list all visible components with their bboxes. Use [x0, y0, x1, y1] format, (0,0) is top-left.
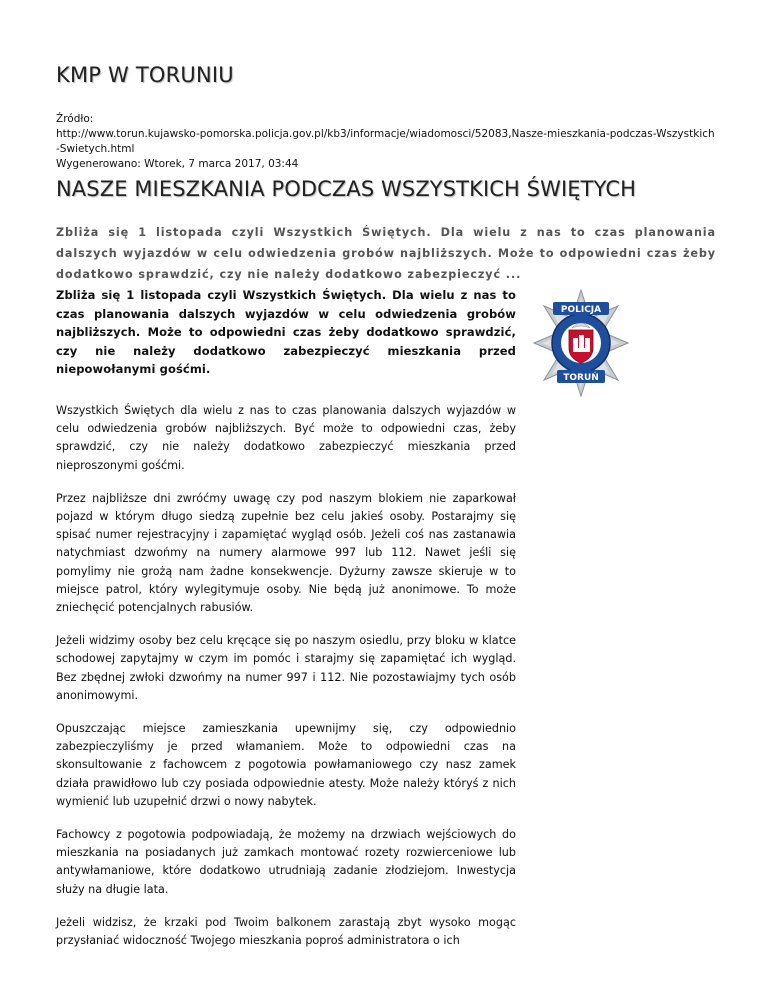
- source-url[interactable]: http://www.torun.kujawsko-pomorska.policja.gov.pl/kb3/informacje/wiadomosci/52083,Nasze-mieszkania-podczas-Wszystkich-Swietych.html: [56, 128, 715, 155]
- article-paragraph: Jeżeli widzimy osoby bez celu kręcące się po naszym osiedlu, przy bloku w klatce schodowej zapytajmy w czym im pomóc i starajmy się zapamiętać ich wygląd. Bez zbędnej zwłoki dzwońmy na numer 997 i 112. Nie pozostawiajmy tych osób anonimowymi.: [56, 634, 516, 702]
- article-paragraph: Przez najbliższe dni zwróćmy uwagę czy pod naszym blokiem nie zaparkował pojazd w którym długo siedzą zupełnie bez celu jakieś osoby. Postarajmy się spisać numer rejestracyjny i zapamiętać wygląd osób. Jeżeli coś nas zastanawia natychmiast dzwońmy na numery alarmowe 997 lub 112. Nawet jeśli się pomylimy nie grożą nam żadne konsekwencje. Dyżurny zawsze skieruje w to miejsce patrol, który wylegitymuje osoby. Nie będą już anonimowe. To może zniechęcić potencjalnych rabusiów.: [56, 491, 516, 615]
- article-intro: Zbliża się 1 listopada czyli Wszystkich Świętych. Dla wielu z nas to czas planowania dalszych wyjazdów w celu odwiedzenia grobów najbliższych. Może to odpowiedni czas żeby dodatkowo sprawdzić, czy nie należy dodatkowo zabezpieczyć mieszkania przed niepowołanymi gośćmi.: [56, 288, 516, 376]
- article-paragraph: Wszystkich Świętych dla wielu z nas to czas planowania dalszych wyjazdów w celu odwiedzenia grobów najbliższych. Być może to odpowiedni czas, żeby sprawdzić, czy nie należy dodatkowo zabezpieczyć mieszkania przed nieproszonymi gośćmi.: [56, 404, 516, 472]
- source-label: Źródło:: [56, 113, 94, 125]
- police-star-badge-icon: [532, 288, 630, 398]
- site-title: KMP W TORUNIU: [56, 63, 234, 87]
- article-body: [56, 402, 516, 965]
- article-paragraph: Opuszczając miejsce zamieszkania upewnijmy się, czy odpowiednio zabezpieczyliśmy je przed włamaniem. Może to odpowiedni czas na skonsultowanie z fachowcem z pogotowia powłamaniowego czy nasz zamek działa prawidłowo lub czy posiada odpowiednie atesty. Może należy któryś z nich wymienić lub uzupełnić drzwi o nowy nabytek.: [56, 722, 516, 808]
- police-torun-logo: [532, 288, 630, 398]
- logo-top-text: POLICJA: [560, 305, 602, 315]
- article-lead: Zbliża się 1 listopada czyli Wszystkich Świętych. Dla wielu z nas to czas planowania dalszych wyjazdów w celu odwiedzenia grobów najbliższych. Może to odpowiedni czas żeby dodatkowo sprawdzić, czy nie należy dodatkowo zabezpieczyć ...: [56, 226, 716, 281]
- generated-date: Wygenerowano: Wtorek, 7 marca 2017, 03:44: [56, 158, 299, 170]
- logo-bottom-text: TORUŃ: [563, 373, 599, 383]
- article-title: NASZE MIESZKANIA PODCZAS WSZYSTKICH ŚWIĘTYCH: [56, 177, 637, 201]
- source-meta: [56, 112, 716, 172]
- article-paragraph: Fachowcy z pogotowia podpowiadają, że możemy na drzwiach wejściowych do mieszkania na posiadanych już zamkach montować rozety rozwierceniowe lub antywłamaniowe, które dodatkowo utrudniają zadanie złodziejom. Inwestycja służy na długie lata.: [56, 828, 516, 896]
- article-paragraph: Jeżeli widzisz, że krzaki pod Twoim balkonem zarastają zbyt wysoko mogąc przysłaniać widoczność Twojego mieszkania poproś administratora o ich: [56, 915, 516, 948]
